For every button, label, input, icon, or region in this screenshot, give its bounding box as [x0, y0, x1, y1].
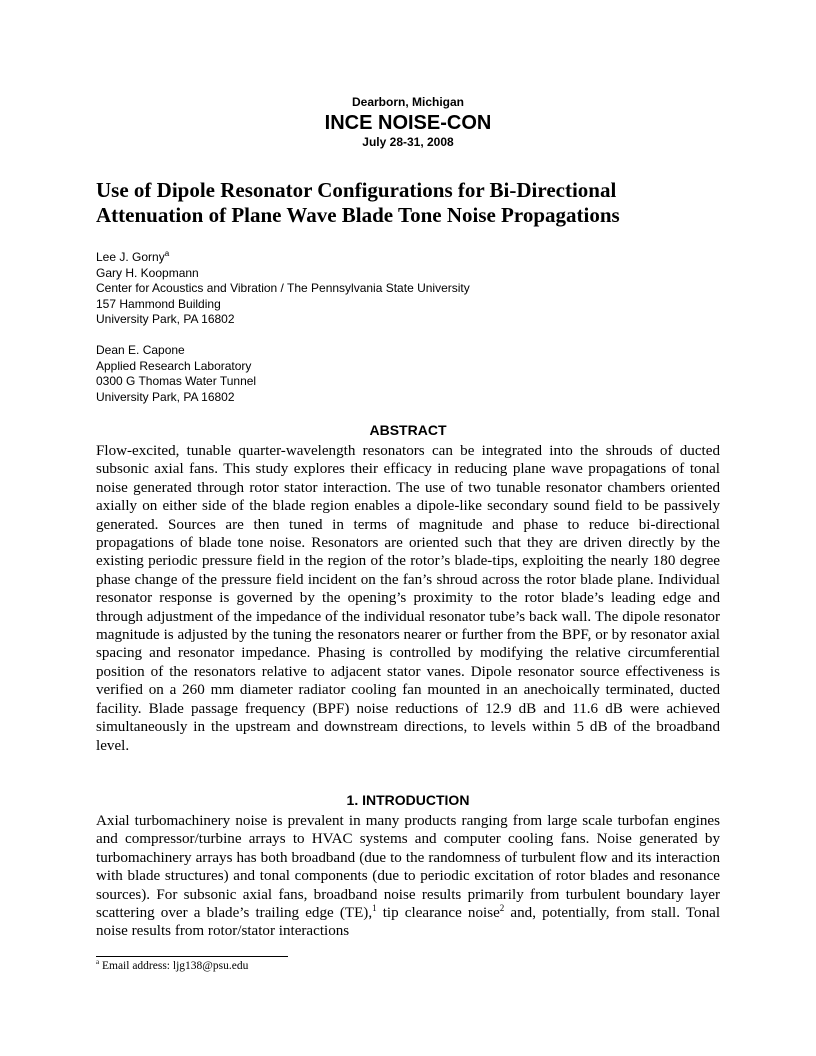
- abstract-text: Flow-excited, tunable quarter-wavelength resonators can be integrated into the shrouds of ducted subsonic axial fans. This study explores their efficacy in reducing plane wave propagations of tonal noise generated through rotor stator interaction. The use of two tunable resonator chambers oriented axially on either side of the blade region enables a dipole-like secondary sound field to be passively generated. Sources are then tuned in terms of magnitude and phase to reduce bi-directional propagations of blade tone noise. Resonators are oriented such that they are driven directly by the existing periodic pressure field in the region of the rotor’s blade-tips, exploiting the nearly 180 degree phase change of the pressure field incident on the fan’s shroud across the rotor blade plane. Individual resonator response is governed by the opening’s proximity to the rotor blade’s leading edge and through adjustment of the impedance of the individual resonator tube’s back wall. The dipole resonator magnitude is adjusted by the tuning the resonators nearer or further from the BPF, or by resonator axial spacing and resonator impedance. Phasing is controlled by modifying the relative circumferential position of the resonators relative to adjacent stator vanes. Dipole resonator source effectiveness is verified on a 260 mm diameter radiator cooling fan mounted in an anechoically terminated, ducted facility. Blade passage frequency (BPF) noise reductions of 12.9 dB and 11.6 dB were achieved simultaneously in the upstream and downstream directions, to levels within 5 dB of the broadband level.: [96, 443, 720, 754]
- city-address: University Park, PA 16802: [96, 312, 235, 326]
- affiliation-block-2: [96, 343, 736, 405]
- footnote: [96, 960, 248, 972]
- introduction-text: [96, 812, 720, 941]
- street-address: 157 Hammond Building: [96, 296, 221, 311]
- paper-title: [96, 178, 736, 228]
- author-name: Dean E. Capone: [96, 343, 185, 357]
- author-name: Lee J. Gorny: [96, 250, 165, 264]
- author-line-1: [96, 250, 736, 266]
- footnote-mark: a: [164, 249, 170, 258]
- footnote-text: Email address: ljg138@psu.edu: [99, 960, 249, 972]
- conference-dates: July 28-31, 2008: [362, 135, 454, 149]
- conference-location: Dearborn, Michigan: [351, 95, 464, 109]
- intro-text-part-3: and, potentially, from stall. Tonal noise results from rotor/stator interactions: [96, 905, 721, 940]
- abstract-heading: ABSTRACT: [369, 422, 447, 438]
- organization: Applied Research Laboratory: [96, 358, 252, 373]
- affiliation-block-1: [96, 250, 736, 328]
- footnote-mark: a: [96, 958, 100, 967]
- footnote-divider: [96, 956, 288, 957]
- conference-name: INCE NOISE-CON: [324, 112, 492, 134]
- street-address: 0300 G Thomas Water Tunnel: [96, 374, 257, 388]
- title-line-1: Use of Dipole Resonator Configurations for Bi-Directional: [96, 178, 617, 202]
- intro-text-part-2: tip clearance noise: [376, 905, 500, 922]
- intro-text-part-1: Axial turbomachinery noise is prevalent in many products ranging from large scale turbofan engines and compressor/turbine arrays to HVAC systems and computer cooling fans. Noise generated by turbomachinery arrays has both broadband (due to the randomness of turbulent flow and its interaction with blade structures) and tonal components (due to periodic excitation of rotor blades and resonance sources). For subsonic axial fans, broadband noise results primarily from turbulent boundary layer scattering over a blade’s trailing edge (TE),: [96, 813, 720, 922]
- introduction-heading: 1. INTRODUCTION: [346, 792, 470, 808]
- organization: Center for Acoustics and Vibration / The Pennsylvania State University: [96, 281, 470, 295]
- author-name: Gary H. Koopmann: [96, 265, 199, 280]
- reference-mark-2: 2: [499, 903, 505, 913]
- reference-mark-1: 1: [372, 903, 377, 913]
- city-address: University Park, PA 16802: [96, 389, 235, 404]
- title-line-2: Attenuation of Plane Wave Blade Tone Noise Propagations: [96, 203, 620, 227]
